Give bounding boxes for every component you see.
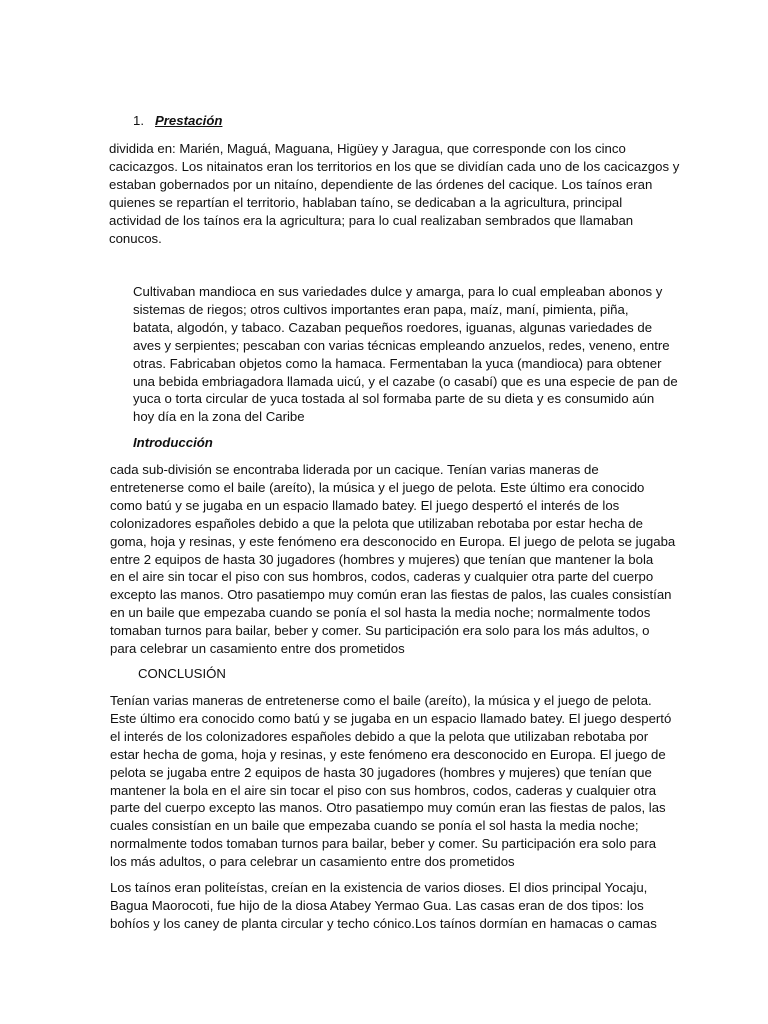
introduccion-heading: Introducción — [133, 435, 213, 450]
text-line: colonizadores españoles debido a que la pelota que utilizaban rebotaba por estar hecha de — [110, 515, 644, 531]
text-line: mantener la bola en el aire sin tocar el piso con sus hombros, codos, caderas y cualquier otra — [110, 782, 657, 798]
text-line: yuca o torta circular de yuca tostada al sol formaba parte de su dieta y es consumido aún — [133, 391, 655, 407]
text-line: dividida en: Marién, Maguá, Maguana, Higüey y Jaragua, que corresponde con los cinco — [109, 141, 626, 156]
text-line: estar hecha de goma, hoja y resinas, y este fenómeno era desconocido en Europa. El juego de — [110, 746, 666, 762]
heading-title: Prestación — [155, 113, 223, 128]
text-line: en el aire sin tocar el piso con sus hombros, codos, caderas y cualquier otra parte del cuerpo — [110, 569, 654, 585]
text-line: cada sub-división se encontraba liderada por un cacique. Tenían varias maneras de — [110, 462, 599, 477]
text-line: parte del cuerpo excepto las manos. Otro pasatiempo muy común eran las fiestas de palos, las — [110, 800, 666, 816]
text-line: conucos. — [109, 230, 162, 246]
text-line: goma, hoja y resinas, y este fenómeno era desconocido en Europa. El juego de pelota se jugaba — [110, 533, 676, 549]
paragraph-4 — [110, 692, 671, 871]
text-line: los más adultos, o para celebrar un casamiento entre dos prometidos — [110, 854, 515, 870]
text-line: normalmente todos tomaban turnos para bailar, beber y comer. Su participación era solo para — [110, 836, 657, 852]
text-line: una bebida embriagadora llamada uicú, y el cazabe (o casabí) que es una especie de pan de — [133, 373, 678, 389]
paragraph-5 — [110, 879, 657, 933]
text-line: Los taínos eran politeístas, creían en la existencia de varios dioses. El dios principal Yocaju, — [110, 880, 648, 895]
list-number: 1. — [133, 113, 144, 128]
text-line: aves y serpientes; pescaban con varias técnicas empleando anzuelos, redes, veneno, entre — [133, 337, 670, 353]
text-line: tomaban turnos para bailar, beber y comer. Su participación era solo para los más adultos, o — [110, 623, 650, 639]
text-line: entre 2 equipos de hasta 30 jugadores (hombres y mujeres) que tenían que mantener la bola — [110, 551, 654, 567]
paragraph-2 — [133, 283, 678, 426]
text-line: estaban gobernados por un nitaíno, dependiente de las órdenes del cacique. Los taínos eran — [109, 176, 653, 192]
text-line: en un baile que empezaba cuando se ponía el sol hasta la media noche; normalmente todos — [110, 605, 651, 621]
text-line: batata, algodón, y tabaco. Cazaban pequeños roedores, iguanas, algunas variedades de — [133, 319, 653, 335]
paragraph-1 — [109, 140, 679, 247]
text-line: Este último era conocido como batú y se jugaba en un espacio llamado batey. El juego despertó — [110, 710, 672, 726]
text-line: el interés de los colonizadores españoles debido a que la pelota que utilizaban rebotaba por — [110, 728, 649, 744]
text-line: hoy día en la zona del Caribe — [133, 409, 305, 425]
section-heading-prestacion — [133, 112, 222, 130]
text-line: pelota se jugaba entre 2 equipos de hasta 30 jugadores (hombres y mujeres) que tenían que — [110, 764, 652, 780]
text-line: Tenían varias maneras de entretenerse como el baile (areíto), la música y el juego de pelota. — [110, 693, 652, 708]
text-line: para celebrar un casamiento entre dos prometidos — [110, 641, 405, 657]
conclusion-heading: CONCLUSIÓN — [138, 666, 226, 681]
text-line: como batú y se jugaba en un espacio llamado batey. El juego despertó el interés de los — [110, 497, 620, 513]
text-line: bohíos y los caney de planta circular y techo cónico.Los taínos dormían en hamacas o camas — [110, 915, 657, 931]
text-line: quienes se repartían el territorio, hablaban taíno, se dedicaban a la agricultura, principal — [109, 194, 623, 210]
text-line: otras. Fabricaban objetos como la hamaca. Fermentaban la yuca (mandioca) para obtener — [133, 355, 662, 371]
text-line: actividad de los taínos era la agricultura; para lo cual realizaban sembrados que llamaban — [109, 212, 634, 228]
paragraph-3 — [110, 461, 675, 658]
text-line: entretenerse como el baile (areíto), la música y el juego de pelota. Este último era conocido — [110, 479, 645, 495]
text-line: cuales consistían en un baile que empezaba cuando se ponía el sol hasta la media noche; — [110, 818, 639, 834]
text-line: sistemas de riegos; otros cultivos importantes eran papa, maíz, maní, pimienta, piña, — [133, 301, 629, 317]
text-line: Cultivaban mandioca en sus variedades dulce y amarga, para lo cual empleaban abonos y — [133, 284, 663, 299]
text-line: Bagua Maorocoti, fue hijo de la diosa Atabey Yermao Gua. Las casas eran de dos tipos: los — [110, 897, 644, 913]
text-line: excepto las manos. Otro pasatiempo muy común eran las fiestas de palos, las cuales consistían — [110, 587, 672, 603]
text-line: cacicazgos. Los nitainatos eran los territorios en los que se dividían cada uno de los cacicazgos y — [109, 158, 680, 174]
